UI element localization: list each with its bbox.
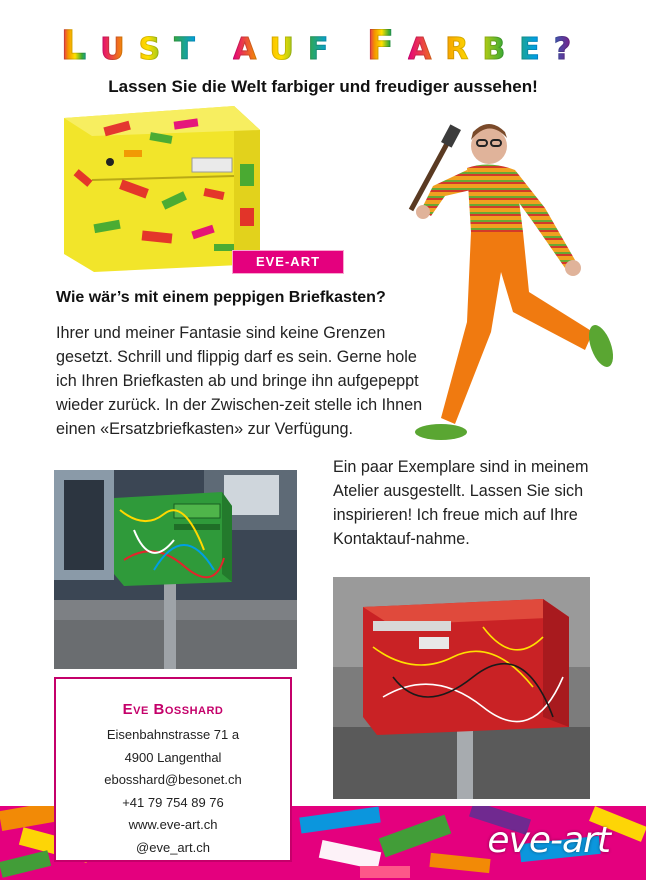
intro-paragraph: Ihrer und meiner Fantasie sind keine Grenzen gesetzt. Schrill und flippig darf es sein. Gerne hole ich Ihren Briefkasten ab und bringe ihn aufgepeppt wieder zurück. In der Zwischen-zeit stelle ich Ihnen einen «Ersatzbriefkasten» zur Verfügung.	[56, 324, 423, 438]
contact-phone[interactable]: +41 79 754 89 76	[122, 794, 224, 810]
contact-street: Eisenbahnstrasse 71 a	[106, 727, 240, 742]
page-title: LUST AUF FARBE?	[60, 23, 586, 69]
eve-art-badge: EVE-ART	[232, 250, 344, 274]
yellow-mailbox-image	[64, 104, 260, 274]
contact-name: Eve Bosshard	[122, 701, 224, 718]
subtitle: Lassen Sie die Welt farbiger und freudiger aussehen!	[108, 77, 538, 96]
red-mailbox-photo	[333, 577, 590, 799]
eve-art-logo: eve-art	[487, 820, 610, 861]
contact-website-link[interactable]: www.eve-art.ch	[128, 817, 218, 832]
question-heading: Wie wär’s mit einem peppigen Briefkasten?	[56, 289, 386, 306]
contact-instagram[interactable]: @eve_art.ch	[136, 839, 210, 855]
contact-email-link[interactable]: ebosshard@besonet.ch	[104, 772, 242, 787]
contact-card	[54, 677, 292, 862]
artist-figure-image	[405, 112, 625, 452]
contact-city: 4900 Langenthal	[124, 749, 222, 765]
atelier-paragraph: Ein paar Exemplare sind in meinem Atelier ausgestellt. Lassen Sie sich inspirieren! Ich freue mich auf Ihre Kontaktauf-nahme.	[333, 458, 589, 548]
green-mailbox-photo	[54, 470, 297, 669]
